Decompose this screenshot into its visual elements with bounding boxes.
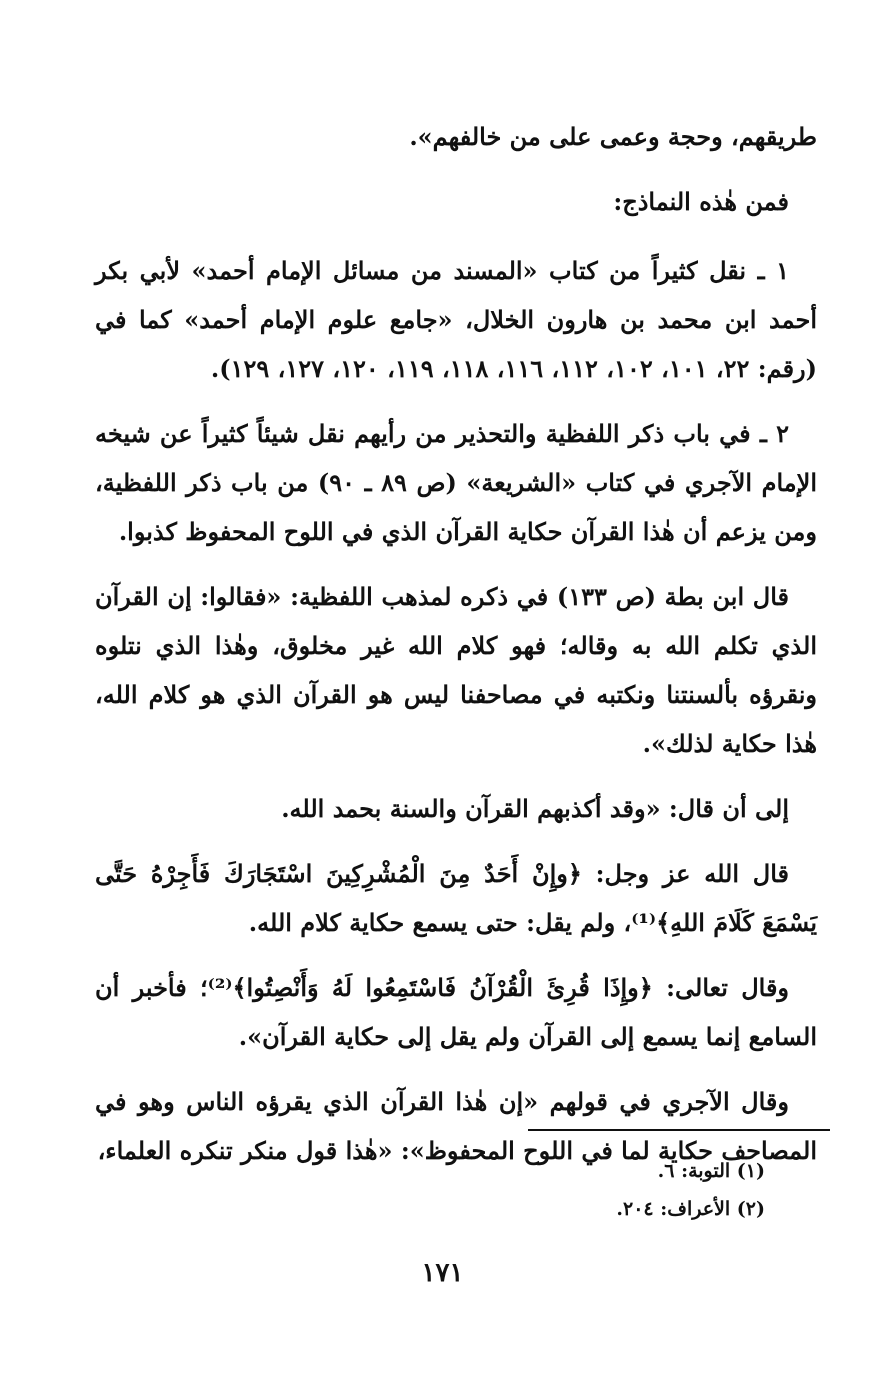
paragraph-ajurri-statement: وقال الآجري في قولهم «إن هٰذا القرآن الذي يقرؤه الناس وهو في المصاحف حكاية لما في اللوح المحفوظ»: «هٰذا قول منكر تنكره العلماء، <box>95 1087 817 1165</box>
paragraph-item-2: ٢ ـ في باب ذكر اللفظية والتحذير من رأيهم نقل شيئاً كثيراً عن شيخه الإمام الآجري في كتاب «الشريعة» (ص ٨٩ ـ ٩٠) من باب ذكر اللفظية، ومن يزعم أن هٰذا القرآن حكاية القرآن الذي في اللوح المحفوظ كذبوا. <box>95 419 818 546</box>
footnote-divider <box>528 1129 830 1131</box>
footnotes <box>245 1152 765 1228</box>
paragraph-continuation: طريقهم، وحجة وعمى على من خالفهم». <box>409 122 817 151</box>
paragraph-quran-verse-1: قال الله عز وجل: ﴿وإِنْ أَحَدٌ مِنَ الْمُشْرِكِينَ اسْتَجَارَكَ فَأَجِرْهُ حَتَّى يَسْمَعَ كَلَامَ اللهِ﴾⁽¹⁾، ولم يقل: حتى يسمع حكاية كلام الله. <box>95 859 817 937</box>
page-number: ١٧١ <box>421 1258 464 1288</box>
footnote-2: (٢) الأعراف: ٢٠٤. <box>616 1198 765 1220</box>
paragraph-item-1: ١ ـ نقل كثيراً من كتاب «المسند من مسائل الإمام أحمد» لأبي بكر أحمد ابن محمد بن هارون الخلال، «جامع علوم الإمام أحمد» كما في (رقم: ٢٢، ١٠١، ١٠٢، ١١٢، ١١٦، ١١٨، ١١٩، ١٢٠، ١٢٧، ١٢٩). <box>95 256 817 383</box>
paragraph-until-he-said: إلى أن قال: «وقد أكذبهم القرآن والسنة بحمد الله. <box>281 794 789 823</box>
paragraph-quran-verse-2: وقال تعالى: ﴿وإِذَا قُرِئَ الْقُرْآنُ فَاسْتَمِعُوا لَهُ وَأَنْصِتُوا﴾⁽²⁾؛ فأخبر أن السامع إنما يسمع إلى القرآن ولم يقل إلى حكاية القرآن». <box>95 973 817 1051</box>
body-text <box>95 112 817 1191</box>
footnote-1: (١) التوبة: ٦. <box>657 1160 765 1182</box>
paragraph-examples-intro: فمن هٰذه النماذج: <box>613 187 789 216</box>
paragraph-ibn-batta-quote: قال ابن بطة (ص ١٣٣) في ذكره لمذهب اللفظية: «فقالوا: إن القرآن الذي تكلم الله به وقاله؛ فهو كلام الله غير مخلوق، وهٰذا الذي نتلوه ونقرؤه بألسنتنا ونكتبه في مصاحفنا ليس هو القرآن الذي هو كلام الله، هٰذا حكاية لذلك». <box>95 582 817 758</box>
